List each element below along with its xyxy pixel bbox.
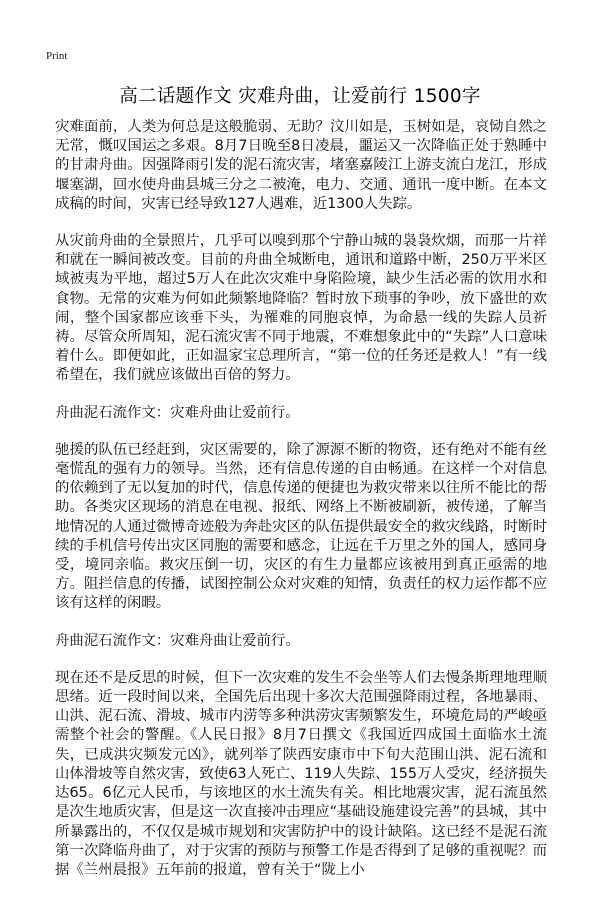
paragraph-subheading: 舟曲泥石流作文：灾难舟曲让爱前行。 bbox=[55, 632, 300, 649]
paragraph-subheading: 舟曲泥石流作文：灾难舟曲让爱前行。 bbox=[55, 404, 300, 421]
paragraph-intro: 灾难面前，人类为何总是这般脆弱、无助？汶川如是，玉树如是，哀恸自然之无常，慨叹国运之多艰。8月7日晚至8日凌晨，噩运又一次降临正处于熟睡中的甘肃舟曲。因强降雨引发的泥石流灾害，堵塞嘉陵江上游支流白龙江，形成堰塞湖，回水使舟曲县城三分之二被淹，电力、交通、通讯一度中断。在本文成稿的时间，灾害已经导致127人遇难，近1300人失踪。 bbox=[55, 119, 547, 212]
paragraph-rescue: 驰援的队伍已经赶到，灾区需要的，除了源源不断的物资，还有绝对不能有丝毫慌乱的强有力的领导。当然，还有信息传递的自由畅通。在这样一个对信息的依赖到了无以复加的时代，信息传递的便捷也为救灾带来以往所不能比的帮助。各类灾区现场的消息在电视、报纸、网络上不断被刷新，被传递，了解当地情况的人通过微博奇迹般为奔赴灾区的队伍提供最安全的救灾线路，时断时续的手机信号传出灾区同胞的需要和感念，让远在千万里之外的国人，感同身受，境同亲临。救灾压倒一切，灾区的有生力量都应该被用到真正亟需的地方。阻拦信息的传播，试图控制公众对灾难的知情，负责任的权力运作都不应该有这样的闲暇。 bbox=[55, 441, 547, 612]
paragraph-reflection: 现在还不是反思的时候，但下一次灾难的发生不会坐等人们去慢条斯理地理顺思绪。近一段时间以来，全国先后出现十多次大范围强降雨过程，各地暴雨、山洪、泥石流、滑坡、城市内涝等多种洪涝灾害频繁发生，环境危局的严峻亟需整个社会的警醒。《人民日报》8月7日撰文《我国近四成国土面临水土流失，已成洪灾频发元凶》，就列举了陕西安康市中下旬大范围山洪、泥石流和山体滑坡等自然灾害，致使63人死亡、119人失踪、155万人受灾，经济损失达65。6亿元人民币，与该地区的水土流失有关。相比地震灾害，泥石流虽然是次生地质灾害，但是这一次直接冲击理应“基础设施建设完善”的县城，其中所暴露出的，不仅仅是城市规划和灾害防护中的设计缺陷。这已经不是泥石流第一次降临舟曲了，对于灾害的预防与预警工作是否得到了足够的重视呢？而据《兰州晨报》五年前的报道，曾有关于“陇上小 bbox=[55, 669, 547, 878]
document-title: 高二话题作文 灾难舟曲，让爱前行 1500字 bbox=[119, 86, 481, 107]
print-label: Print bbox=[46, 50, 68, 62]
document-body bbox=[55, 118, 547, 898]
paragraph-panorama: 从灾前舟曲的全景照片，几乎可以嗅到那个宁静山城的袅袅炊烟，而那一片祥和就在一瞬间被改变。目前的舟曲全城断电，通讯和道路中断，250万平米区域被夷为平地，超过5万人在此次灾难中身陷险境，缺少生活必需的饮用水和食物。无常的灾难为何如此频繁地降临？暂时放下琐事的争吵，放下盛世的欢闹，整个国家都应该垂下头，为罹难的同胞哀悼，为命悬一线的失踪人员祈祷。尽管众所周知，泥石流灾害不同于地震，不难想象此中的“失踪”人口意味着什么。即便如此，正如温家宝总理所言，“第一位的任务还是救人！”有一线希望在，我们就应该做出百倍的努力。 bbox=[55, 233, 547, 384]
